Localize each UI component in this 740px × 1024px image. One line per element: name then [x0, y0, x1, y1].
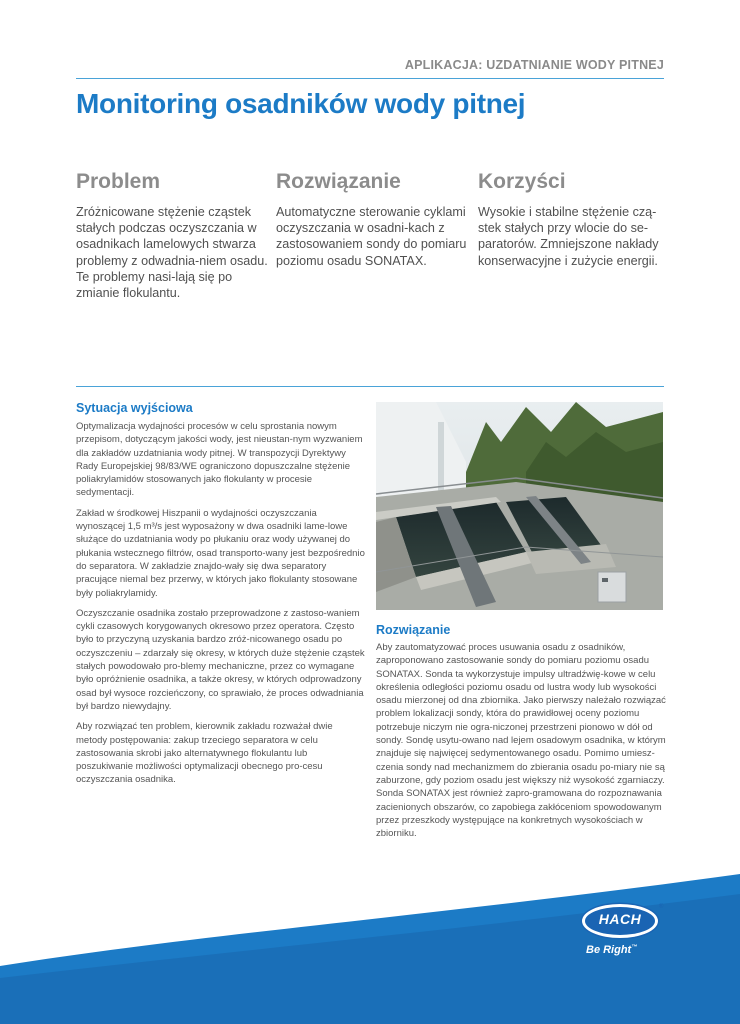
clarifier-photo [376, 402, 663, 610]
benefits-heading: Korzyści [478, 170, 566, 193]
situation-heading: Sytuacja wyjściowa [76, 401, 193, 415]
problem-heading: Problem [76, 170, 161, 193]
page-title: Monitoring osadników wody pitnej [76, 88, 526, 119]
benefits-text: Wysokie i stabilne stężenie czą-stek stałych przy wlocie do se-paratorów. Zmniejszone nakłady konserwacyjne i zużycie energii. [478, 205, 659, 268]
trademark-mark: ™ [631, 944, 638, 951]
top-divider [76, 78, 664, 79]
registered-mark: ® [659, 904, 664, 910]
tagline-text: Be Right [586, 944, 632, 956]
solution-paragraph: Aby zautomatyzować proces usuwania osadu z osadników, zaproponowano zastosowanie sondy do pomiaru poziomu osadu SONATAX. Sonda ta wykorzystuje impulsy ultradźwię-kowe w celu określenia odległości poziomu osadu od lustra wody lub wysokości osadu mierzonej od dna zbiornika. Jako pierwszy należało rozwiązać problem lokalizacji sondy, która do prawidłowej oceny poziomu potrzebuje niczym nie ogra-niczonej przestrzeni pionowo w dół od sondy. Sondę usytu-owano nad lejem osadowym osadnika, w którym znajduje się najwięcej sedymentowanego osadu. Pomimo umiesz-czenia sondy nad mechanizmem do zbierania osadu po-miary nie są zaburzone, gdy poziom osadu jest większy niż wysokość zgarniaczy. Sonda SONATAX jest również zapro-gramowana do rozpoznawania zacienionych obszarów, co zapobiega zakłóceniom spowodowanym przez przeszkody występujące na konkretnych wysokościach w zbiorniku. [376, 642, 666, 840]
tagline [586, 944, 637, 956]
solution-summary-heading: Rozwiązanie [276, 170, 401, 193]
solution-summary-text: Automatyczne sterowanie cyklami oczyszczania w osadni-kach z zastosowaniem sondy do pomiaru poziomu osadu SONATAX. [276, 205, 467, 268]
logo-wordmark: HACH [598, 911, 642, 927]
problem-text: Zróżnicowane stężenie cząstek stałych podczas oczyszczania w osadnikach lamelowych stwarza problemy z odwadnia-niem osadu. Te problemy nasi-lają się po zmianie flokulantu. [76, 205, 268, 301]
situation-paragraph: Aby rozwiązać ten problem, kierownik zakładu rozważał dwie metody postępowania: zakup trzeciego separatora w celu zastosowania skrobi jako alternatywnego flokulantu lub poszukiwanie możliwości optymalizacji obecnego pro-cesu oczyszczania osadnika. [76, 721, 333, 786]
solution-section [376, 623, 666, 847]
hach-logo [582, 904, 664, 964]
situation-paragraph: Oczyszczanie osadnika zostało przeprowadzone z zastoso-waniem cykli czasowych korygowanych okresowo przez operatora. Często było to przyczyną uzyskania bardzo zróż-nicowanego osadu po oczyszczeniu – zdarzały się okresy, w których duże stężenie cząstek stałych powodowało pro-blemy mechaniczne, przez co wymagane było opróżnienie osadnika, a także okresy, w których odprowadzony osad był wysoce rozcieńczony, co sprawiało, że proces odwadniania był bardzo niewydajny. [76, 607, 365, 712]
situation-section [76, 401, 366, 794]
solution-summary-column [276, 170, 468, 269]
situation-paragraph: Optymalizacja wydajności procesów w celu sprostania nowym przepisom, dotyczącym jakości wody, jest nieustan-nym wyzwaniem dla zakładów uzdatniania wody pitnej. W transpozycji Dyrektywy Rady Europejskiej 98/83/WE ograniczono dopuszczalne stężenie poliakrylamidów stosowanych jako flokulanty w procesie sedymentacji. [76, 421, 363, 499]
situation-paragraph: Zakład w środkowej Hiszpanii o wydajności oczyszczania wynoszącej 1,5 m³/s jest wyposażony w dwa osadniki lame-lowe służące do uzdatniania wody po płukaniu oraz wody używanej do płukania wstecznego filtrów, osad transporto-wany jest bezpośrednio do separatora. W zakładzie znajdo-wały się dwa separatory pracujące niemal bez przerwy, w których jako flokulanty stosowane były poliakrylamidy. [76, 507, 365, 599]
problem-column [76, 170, 268, 301]
benefits-column [478, 170, 670, 269]
solution-heading: Rozwiązanie [376, 623, 451, 637]
section-divider [76, 386, 664, 387]
category-label: APLIKACJA: UZDATNIANIE WODY PITNEJ [404, 58, 664, 72]
